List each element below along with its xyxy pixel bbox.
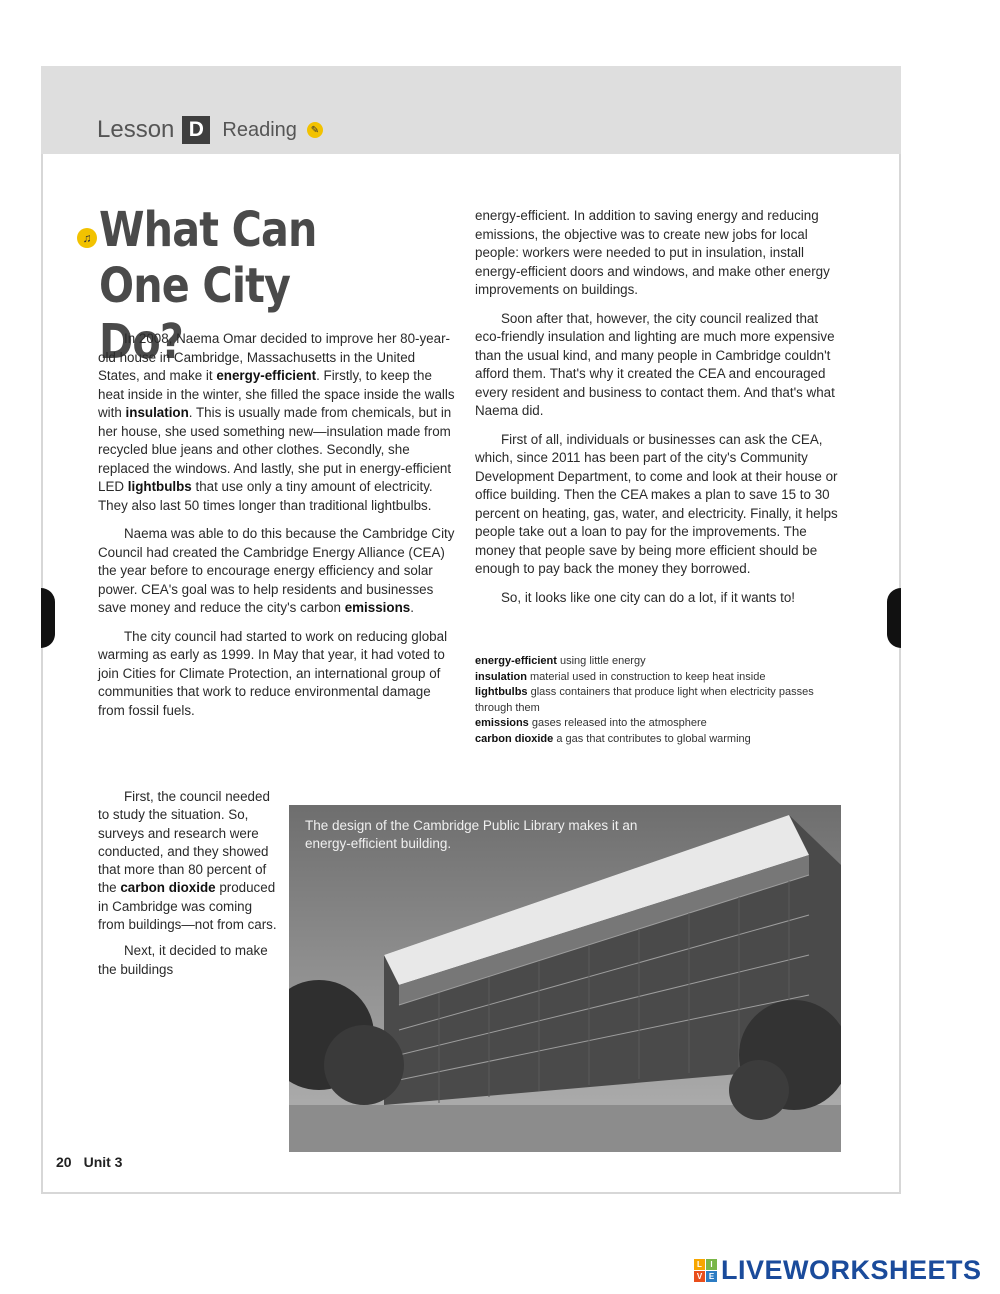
paragraph-5: Next, it decided to make the buildings <box>98 943 268 977</box>
keyword-carbon-dioxide: carbon dioxide <box>120 880 216 896</box>
photo-caption: The design of the Cambridge Public Library makes it an energy-efficient building. <box>305 818 638 851</box>
paragraph-4: First, the council needed to study the situation. So, surveys and research were conducted, and they showed that more than 80 percent of the carbon dioxide produced in Cambridge was coming from buildings—not from cars. <box>98 789 277 933</box>
library-photo <box>289 805 841 1152</box>
keyword-lightbulbs: lightbulbs <box>127 479 192 494</box>
paragraph-6: Soon after that, however, the city council realized that eco-friendly insulation and lighting are much more expensive than the usual kind, and many people in Cambridge couldn't afford them. That's why it created the CEA and encouraged every resident and business to contact them. And that's what Naema did. <box>475 310 835 418</box>
lesson-letter-badge: D <box>182 116 210 144</box>
audio-icon[interactable]: ♫ <box>77 228 97 248</box>
next-page-tab[interactable] <box>887 588 901 648</box>
liveworksheets-logo[interactable] <box>694 1255 982 1286</box>
keyword-emissions: emissions <box>344 600 411 615</box>
right-column <box>475 207 841 617</box>
page-footer <box>56 1154 134 1170</box>
unit-label: Unit 3 <box>83 1154 123 1170</box>
lesson-label: Lesson <box>97 116 175 143</box>
pencil-icon: ✎ <box>307 122 323 138</box>
logo-letter-l: L <box>694 1259 705 1270</box>
logo-letter-v: V <box>694 1271 705 1282</box>
page-number: 20 <box>56 1154 72 1170</box>
logo-text: LIVEWORKSHEETS <box>721 1255 982 1285</box>
paragraph-8: So, it looks like one city can do a lot, if it wants to! <box>501 589 795 605</box>
lesson-header <box>97 116 323 144</box>
left-column <box>98 330 458 730</box>
keyword-energy-efficient: energy-efficient <box>216 368 317 383</box>
glossary <box>475 654 845 748</box>
glossary-entry: emissions gases released into the atmosphere <box>475 717 707 730</box>
glossary-entry: energy-efficient using little energy <box>475 655 646 667</box>
previous-page-tab[interactable] <box>41 588 55 648</box>
paragraph-1: In 2008, Naema Omar decided to improve her 80-year-old house in Cambridge, Massachusetts in the United States, and make it energy-efficient. Firstly, to keep the heat inside in the winter, she filled the space inside the walls with insulation. This is usually made from chemicals, but in her house, she used something new—insulation made from recycled blue jeans and other clothes. Secondly, she replaced the windows. And lastly, she put in energy-efficient LED lightbulbs that use only a tiny amount of electricity. They also last 50 times longer than traditional lightbulbs. <box>98 331 455 513</box>
logo-letter-e: E <box>706 1271 717 1282</box>
paragraph-5-continued: energy-efficient. In addition to saving energy and reducing emissions, the objective was to create new jobs for local people: workers were needed to put in insulation, install energy-efficient doors and windows, and make other energy improvements on buildings. <box>475 208 830 297</box>
library-building-illustration <box>289 805 841 1152</box>
paragraph-2: Naema was able to do this because the Cambridge City Council had created the Cambridge Energy Alliance (CEA) the year before to encourage energy efficiency and solar power. CEA's goal was to help residents and businesses save money and reduce the city's carbon emissions. <box>98 526 455 615</box>
title-line-2: One City Do? <box>99 258 291 370</box>
logo-grid-icon <box>694 1259 717 1282</box>
keyword-insulation: insulation <box>125 405 189 420</box>
glossary-entry: lightbulbs glass containers that produce light when electricity passes through them <box>475 686 814 714</box>
glossary-entry: insulation material used in construction to keep heat inside <box>475 670 766 683</box>
paragraph-7: First of all, individuals or businesses can ask the CEA, which, since 2011 has been part of the city's Community Development Department, to come and look at their house or office building. Then the CEA makes a plan to save 15 to 30 percent on heating, gas, water, and electricity. Finally, it helps people take out a loan to pay for the improvements. The money that people save by being more efficient should be enough to pay back the money they borrowed. <box>475 431 838 576</box>
paragraph-3: The city council had started to work on reducing global warming as early as 1999. In May that year, it had voted to join Cities for Climate Protection, an international group of communities that work to reduce environmental damage from fossil fuels. <box>98 628 448 718</box>
title-line-1: What Can <box>99 202 317 258</box>
logo-letter-i: I <box>706 1259 717 1270</box>
textbook-page <box>41 66 901 1194</box>
section-label: Reading <box>222 118 297 141</box>
glossary-entry: carbon dioxide a gas that contributes to global warming <box>475 732 751 745</box>
narrow-column <box>98 788 278 987</box>
